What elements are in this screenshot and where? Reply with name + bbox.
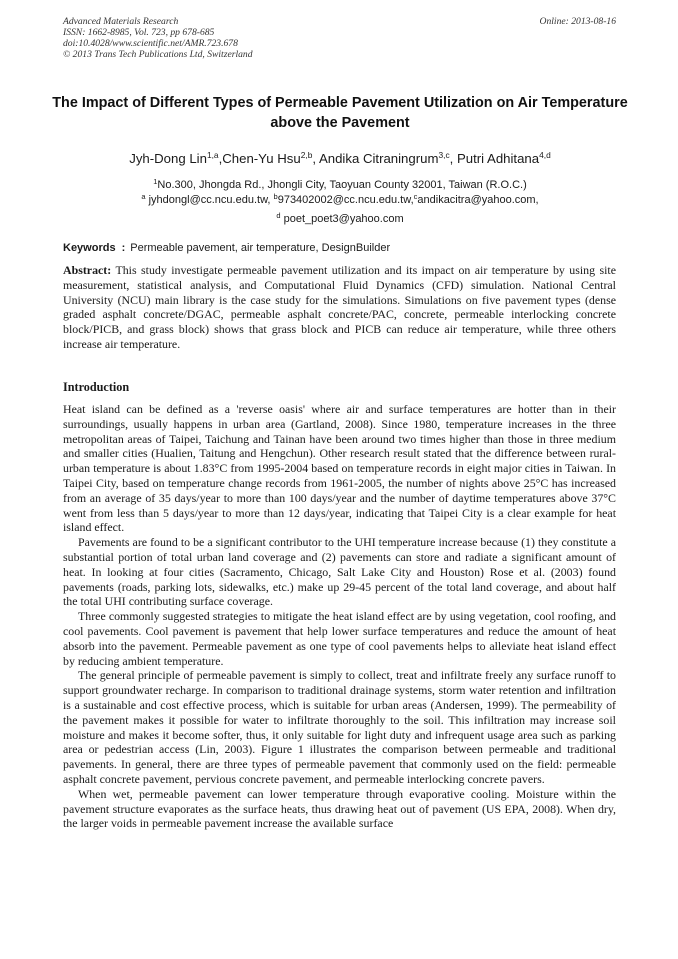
email-address: jyhdongl@cc.ncu.edu.tw, (148, 194, 271, 206)
affiliation-address (40, 178, 640, 192)
email-address: poet_poet3@yahoo.com (283, 213, 404, 225)
abstract-label: Abstract: (63, 263, 112, 277)
body-paragraph: Heat island can be defined as a 'reverse oasis' where air and surface temperatures are hotter than in their surroundings, usually happens in urban area (Gartland, 2008). Since 1980, temperature increases in the three metropolitan areas of Taipei, Taichung and Tainan have been around two times higher than those in three medium and smaller cities (Hualien, Taitung and Hengchun). Other research result stated that the difference between rural-urban temperature is about 1.83°C from 1995-2004 based on temperature records in eight major cities in Taiwan. In Taipei City, based on temperature change records from 1961-2005, the number of nights above 25°C has increased from an average of 35 days/year to more than 100 days/year and the number of daytime temperatures above 37°C went from less than 5 days/year to more than 12 days/year, indicating that Taipei City is a clear example for heat island effect. (63, 402, 616, 535)
keywords-colon: : (121, 242, 126, 254)
email-superscript: c (413, 192, 418, 201)
author-name: Putri Adhitana (456, 151, 540, 166)
email-superscript: a (141, 192, 146, 201)
introduction-body (63, 402, 616, 831)
author-name: Andika Citraningrum (318, 151, 439, 166)
affiliation-address-text: No.300, Jhongda Rd., Jhongli City, Taoyuan County 32001, Taiwan (R.O.C.) (157, 179, 527, 191)
author-superscript: 2,b (300, 150, 313, 160)
body-paragraph: Pavements are found to be a significant contributor to the UHI temperature increase because (1) they constitute a substantial portion of total urban land coverage and (2) pavements can store and radiate a significant amount of heat. In looking at four cities (Sacramento, Chicago, Salt Lake City and Houston) Rose et al. (2003) found pavements (roads, parking lots, sidewalks, etc.) make up 29-45 percent of the total land coverage, and about half the total UHI contributing surface coverage. (63, 535, 616, 609)
journal-header (63, 16, 616, 60)
email-address: 973402002@cc.ncu.edu.tw, (277, 194, 414, 206)
affiliation-emails (40, 193, 640, 207)
journal-name: Advanced Materials Research (63, 16, 179, 27)
section-heading: Introduction (63, 380, 130, 394)
email-superscript: d (276, 211, 281, 220)
author-list: Jyh-Dong Lin$^{1,a}$,Chen-Yu Hsu$^{2,b}$, Andika Citraningrum$^{3,c}$, Putri Adhitana$^{4,d}$ (129, 150, 551, 166)
body-paragraph: When wet, permeable pavement can lower temperature through evaporative cooling. Moisture within the pavement structure evaporates as the surface heats, thus drawing heat out of pavement (US EPA, 2008). When dry, the larger voids in permeable pavement increase the available surface (63, 786, 616, 831)
affiliation-superscript: 1 (153, 177, 158, 186)
abstract-text: This study investigate permeable pavement utilization and its impact on air temperature by using site measurement, statistical analysis, and Computational Fluid Dynamics (CFD) simulation. National Central University (NCU) main library is the case study for the simulations. Simulations on five pavement types (dense graded asphalt concrete/DGAC, permeable asphalt concrete/PAC, concrete, permeable interlocking concrete block/PICB, and grass block) shows that grass block and PICB can reduce air temperature, while three others increase air temperature. (63, 263, 616, 351)
doi-line: doi:10.4028/www.scientific.net/AMR.723.678 (63, 38, 238, 49)
body-paragraph: Three commonly suggested strategies to mitigate the heat island effect are by using vegetation, cool roofing, and cool pavements. Cool pavement is pavement that help lower surface temperatures and reduce the amount of heat absorb into the pavement. Permeable pavement as one type of cool pavements helps to alleviate heat island effect by reducing ambient temperature. (63, 609, 616, 668)
keywords-label: Keywords (63, 242, 116, 254)
copyright-line: © 2013 Trans Tech Publications Ltd, Switzerland (63, 49, 253, 60)
keywords-line (63, 241, 616, 255)
online-date: Online: 2013-08-16 (539, 16, 616, 27)
body-paragraph: The general principle of permeable pavement is simply to collect, treat and infiltrate freely any surface runoff to support groundwater recharge. In comparison to traditional drainage systems, storm water retention and infiltration is a sustainable and cost effective process, which is suitable for urban areas (Andersen, 1999). The permeability of the pavement makes it possible for water to infiltrate thoroughly to the soil. This infiltration may increase soil moisture and makes it become softer, thus, it only suitable for light duty and infrequent usage area such as parking area or pedestrian access (Lin, 2003). Figure 1 illustrates the comparison between permeable and traditional pavements. In general, there are three types of permeable pavement that commonly used on the field: permeable asphalt concrete pavement, pervious concrete pavement, and permeable interlocking concrete pavers. (63, 668, 616, 786)
journal-info (63, 16, 616, 60)
keywords-text: Permeable pavement, air temperature, DesignBuilder (130, 242, 391, 254)
paper-title: The Impact of Different Types of Permeable Pavement Utilization on Air Temperature above the Pavement (52, 95, 628, 131)
author-superscript: 1,a (206, 150, 219, 160)
affiliation-email-line (40, 212, 640, 226)
issn-line: ISSN: 1662-8985, Vol. 723, pp 678-685 (63, 27, 215, 38)
email-address: andikacitra@yahoo.com, (417, 194, 539, 206)
author-name: Jyh-Dong Lin (129, 151, 207, 166)
author-superscript: 4,d (539, 150, 551, 160)
author-superscript: 3,c (438, 150, 450, 160)
abstract (63, 263, 616, 352)
email-superscript: b (273, 192, 278, 201)
author-name: Chen-Yu Hsu (222, 151, 301, 166)
